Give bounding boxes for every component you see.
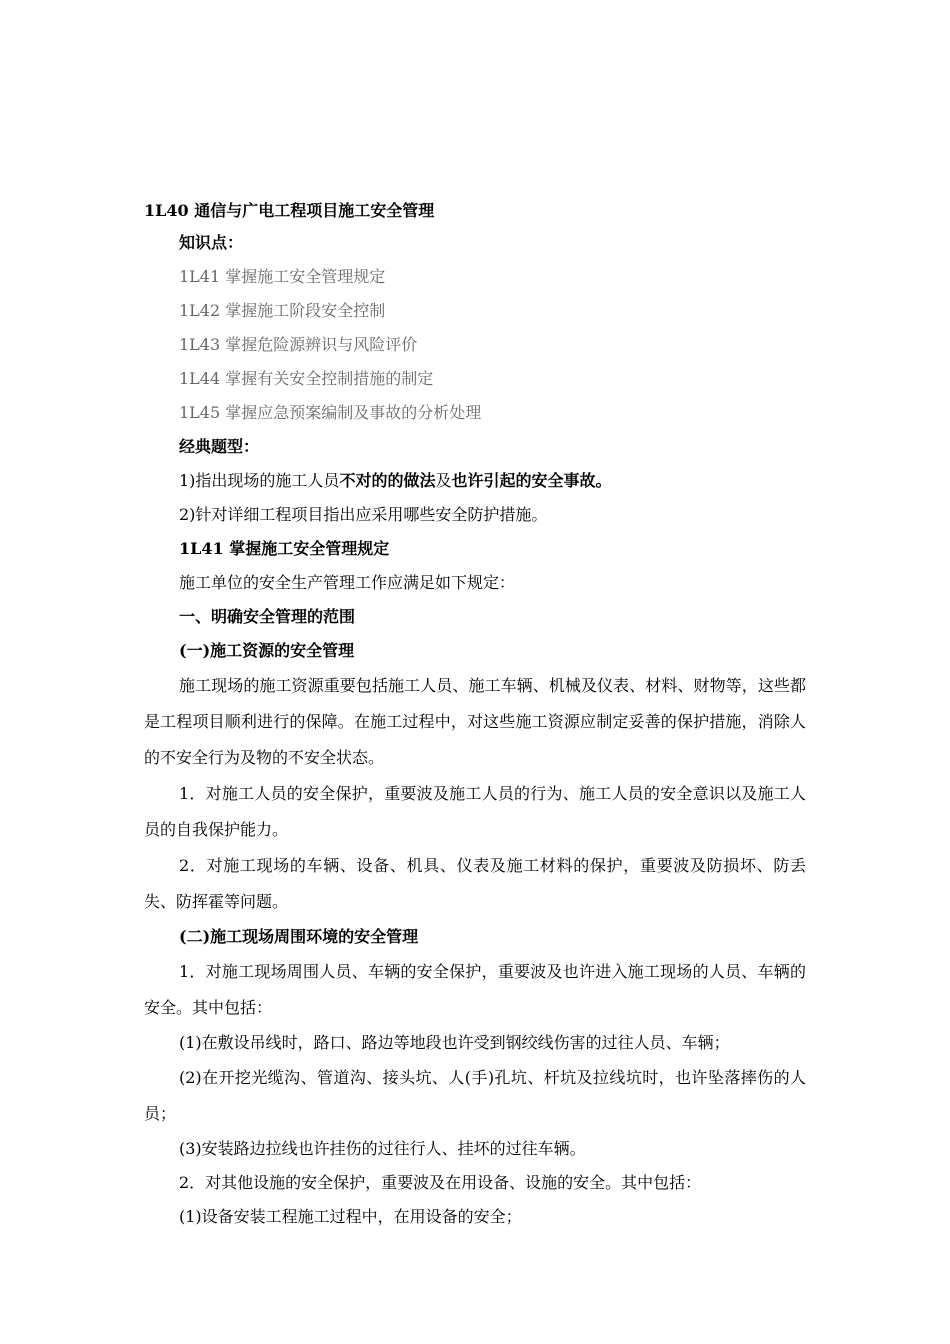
document-title: 1L40 通信与广电工程项目施工安全管理 xyxy=(144,201,435,220)
list-item-equipment-install: (1)设备安装工程施工过程中，在用设备的安全； xyxy=(179,1207,522,1226)
heading-scope: 一、明确安全管理的范围 xyxy=(179,607,356,626)
q1-part-d: 也许引起的安全事故。 xyxy=(451,471,612,490)
q1-part-a: 1)指出现场的施工人员 xyxy=(179,471,340,490)
q1-part-b: 不对的的做法 xyxy=(339,471,436,490)
knowledge-point-item: 1L44 掌握有关安全控制措施的制定 xyxy=(179,369,434,388)
paragraph-resources: 施工现场的施工资源重要包括施工人员、施工车辆、机械及仪表、材料、财物等，这些都是工程项目顺利进行的保障。在施工过程中，对这些施工资源应制定妥善的保护措施，消除人的不安全行为及物的不安全状态。 xyxy=(144,676,806,767)
document-body xyxy=(144,196,806,1234)
q1-part-c: 及 xyxy=(435,471,452,490)
list-item-guy-wire: (3)安装路边拉线也许挂伤的过往行人、挂坏的过往车辆。 xyxy=(179,1139,586,1158)
classic-question-1 xyxy=(144,464,806,498)
classic-questions-heading: 经典题型： xyxy=(179,437,260,456)
paragraph-equipment-protection: 2．对施工现场的车辆、设备、机具、仪表及施工材料的保护，重要波及防损坏、防丢失、防挥霍等问题。 xyxy=(144,856,806,911)
knowledge-point-item: 1L41 掌握施工安全管理规定 xyxy=(179,267,386,286)
paragraph-trench-digging: (2)在开挖光缆沟、管道沟、接头坑、人(手)孔坑、杆坑及拉线坑时，也许坠落摔伤的人员； xyxy=(144,1068,806,1123)
paragraph-surrounding-people: 1．对施工现场周围人员、车辆的安全保护，重要波及也许进入施工现场的人员、车辆的安全。其中包括： xyxy=(144,962,806,1017)
knowledge-points-heading: 知识点： xyxy=(179,233,244,252)
heading-environment-management: (二)施工现场周围环境的安全管理 xyxy=(179,927,419,946)
paragraph-personnel-protection: 1．对施工人员的安全保护，重要波及施工人员的行为、施工人员的安全意识以及施工人员的自我保护能力。 xyxy=(144,784,806,839)
knowledge-point-item: 1L42 掌握施工阶段安全控制 xyxy=(179,301,386,320)
knowledge-point-item: 1L43 掌握危险源辨识与风险评价 xyxy=(179,335,418,354)
heading-resource-management: (一)施工资源的安全管理 xyxy=(179,641,355,660)
list-item-cable-laying: (1)在敷设吊线时，路口、路边等地段也许受到钢绞线伤害的过往人员、车辆； xyxy=(179,1033,730,1052)
paragraph-other-facilities: 2．对其他设施的安全保护，重要波及在用设备、设施的安全。其中包括： xyxy=(179,1173,702,1192)
knowledge-point-item: 1L45 掌握应急预案编制及事故的分析处理 xyxy=(179,403,482,422)
classic-question-2: 2)针对详细工程项目指出应采用哪些安全防护措施。 xyxy=(179,505,548,524)
intro-paragraph: 施工单位的安全生产管理工作应满足如下规定： xyxy=(179,573,516,592)
section-heading-1l41: 1L41 掌握施工安全管理规定 xyxy=(179,539,390,558)
